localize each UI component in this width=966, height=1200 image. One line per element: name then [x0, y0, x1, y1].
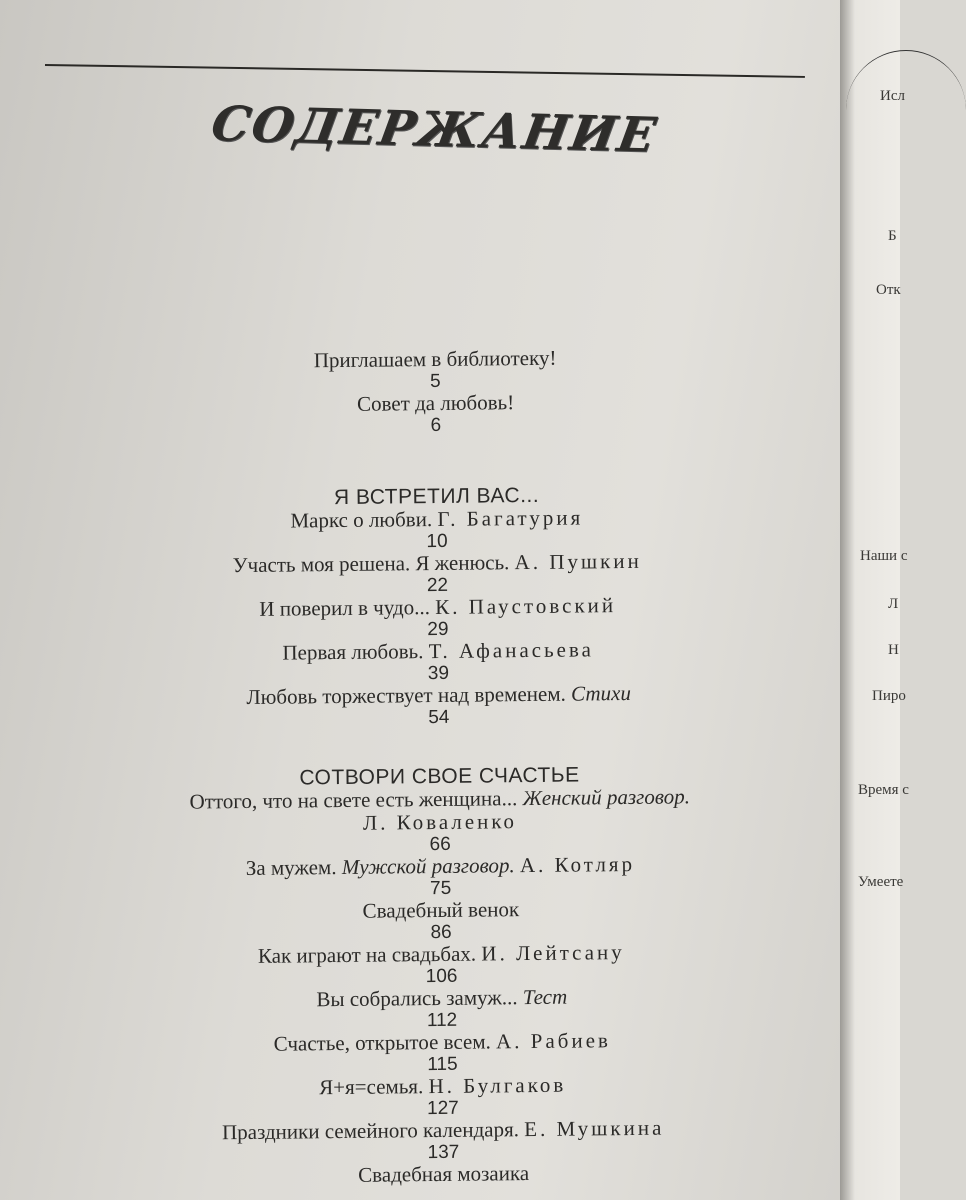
entry-page-number: 75	[429, 877, 452, 900]
facing-page-word: Б	[888, 228, 897, 244]
entry-author: К. Паустовский	[435, 593, 617, 620]
entry-title: И поверил в чудо... К. Паустовский	[259, 593, 617, 621]
facing-page-word: Наши с	[860, 548, 908, 564]
entry-genre: Мужской разговор.	[341, 853, 515, 880]
facing-page-word: Н	[888, 642, 899, 658]
entry-page-number: 66	[429, 833, 451, 856]
facing-page-word: Пиро	[872, 688, 906, 704]
entry-title: Совет да любовь!	[356, 390, 515, 416]
toc-section-2	[4, 761, 878, 1190]
entry-page-number: 5	[429, 370, 441, 393]
entry-author: А. Котляр	[519, 851, 636, 878]
entry-title: За мужем. Мужской разговор. А. Котляр	[245, 851, 636, 881]
entry-author: А. Пушкин	[514, 548, 642, 575]
toc-entry	[5, 783, 876, 859]
entry-title: Свадебный венок	[362, 897, 520, 923]
facing-page-word: Время с	[858, 782, 909, 798]
entry-genre: Женский разговор.	[522, 784, 690, 811]
entry-page-number: 112	[426, 1009, 458, 1032]
entry-title: Маркс о любви. Г. Багатурия	[290, 505, 584, 533]
page-title: СОДЕРЖАНИЕ	[207, 96, 662, 164]
facing-page-edge	[840, 0, 909, 1200]
entry-genre: Стихи	[570, 680, 631, 706]
entry-title: Как играют на свадьбах. И. Лейтсану	[257, 940, 625, 968]
table-of-contents	[0, 343, 879, 1190]
entry-author: Т. Афанасьева	[428, 637, 595, 664]
entry-page-number: 6	[430, 414, 442, 437]
facing-page-word: Умеете	[858, 874, 904, 890]
section-heading: СОТВОРИ СВОЕ СЧАСТЬЕ	[299, 763, 580, 790]
entry-title: Праздники семейного календаря. Е. Мушкина	[221, 1115, 665, 1145]
entry-title: Оттого, что на свете есть женщина... Женский разговор.	[189, 784, 690, 814]
facing-page-word: Отк	[876, 282, 901, 298]
entry-title: Приглашаем в библиотеку!	[313, 345, 557, 373]
entry-genre: Тест	[522, 984, 568, 1010]
entry-title: Счастье, открытое всем. А. Рабиев	[273, 1028, 612, 1056]
entry-title: Свадебная мозаика	[358, 1161, 530, 1187]
toc-section-1	[1, 481, 873, 732]
facing-page-word: Исл	[880, 88, 905, 104]
facing-page-word: Л	[888, 596, 899, 612]
entry-page-number: 115	[427, 1053, 458, 1076]
entry-title: Вы собрались замуж... Тест	[316, 984, 568, 1012]
entry-author: И. Лейтсану	[481, 940, 625, 966]
toc-section-intro	[0, 343, 871, 440]
facing-page-arc	[846, 50, 966, 131]
entry-author: А. Рабиев	[495, 1028, 612, 1054]
entry-title: Первая любовь. Т. Афанасьева	[282, 637, 595, 665]
entry-title: Участь моя решена. Я женюсь. А. Пушкин	[232, 548, 642, 578]
entry-title: Любовь торжествует над временем. Стихи	[246, 680, 631, 709]
toc-entry	[0, 387, 870, 440]
entry-page-number: 137	[427, 1141, 460, 1164]
entry-author: Л. Коваленко	[362, 809, 518, 835]
entry-author: Г. Багатурия	[437, 505, 584, 531]
entry-page-number: 86	[430, 921, 452, 944]
entry-page-number: 39	[427, 662, 450, 685]
entry-title: Я+я=семья. Н. Булгаков	[319, 1072, 567, 1100]
entry-page-number: 127	[426, 1097, 459, 1120]
toc-entry	[4, 679, 874, 732]
top-rule	[45, 64, 805, 78]
entry-page-number: 29	[427, 618, 449, 641]
entry-author: Н. Булгаков	[428, 1072, 567, 1099]
entry-page-number: 54	[428, 706, 450, 729]
entry-page-number: 10	[426, 530, 448, 553]
section-heading: Я ВСТРЕТИЛ ВАС...	[333, 483, 540, 510]
entry-page-number: 22	[426, 574, 449, 597]
entry-author: Е. Мушкина	[524, 1115, 665, 1142]
entry-page-number: 106	[425, 965, 458, 988]
